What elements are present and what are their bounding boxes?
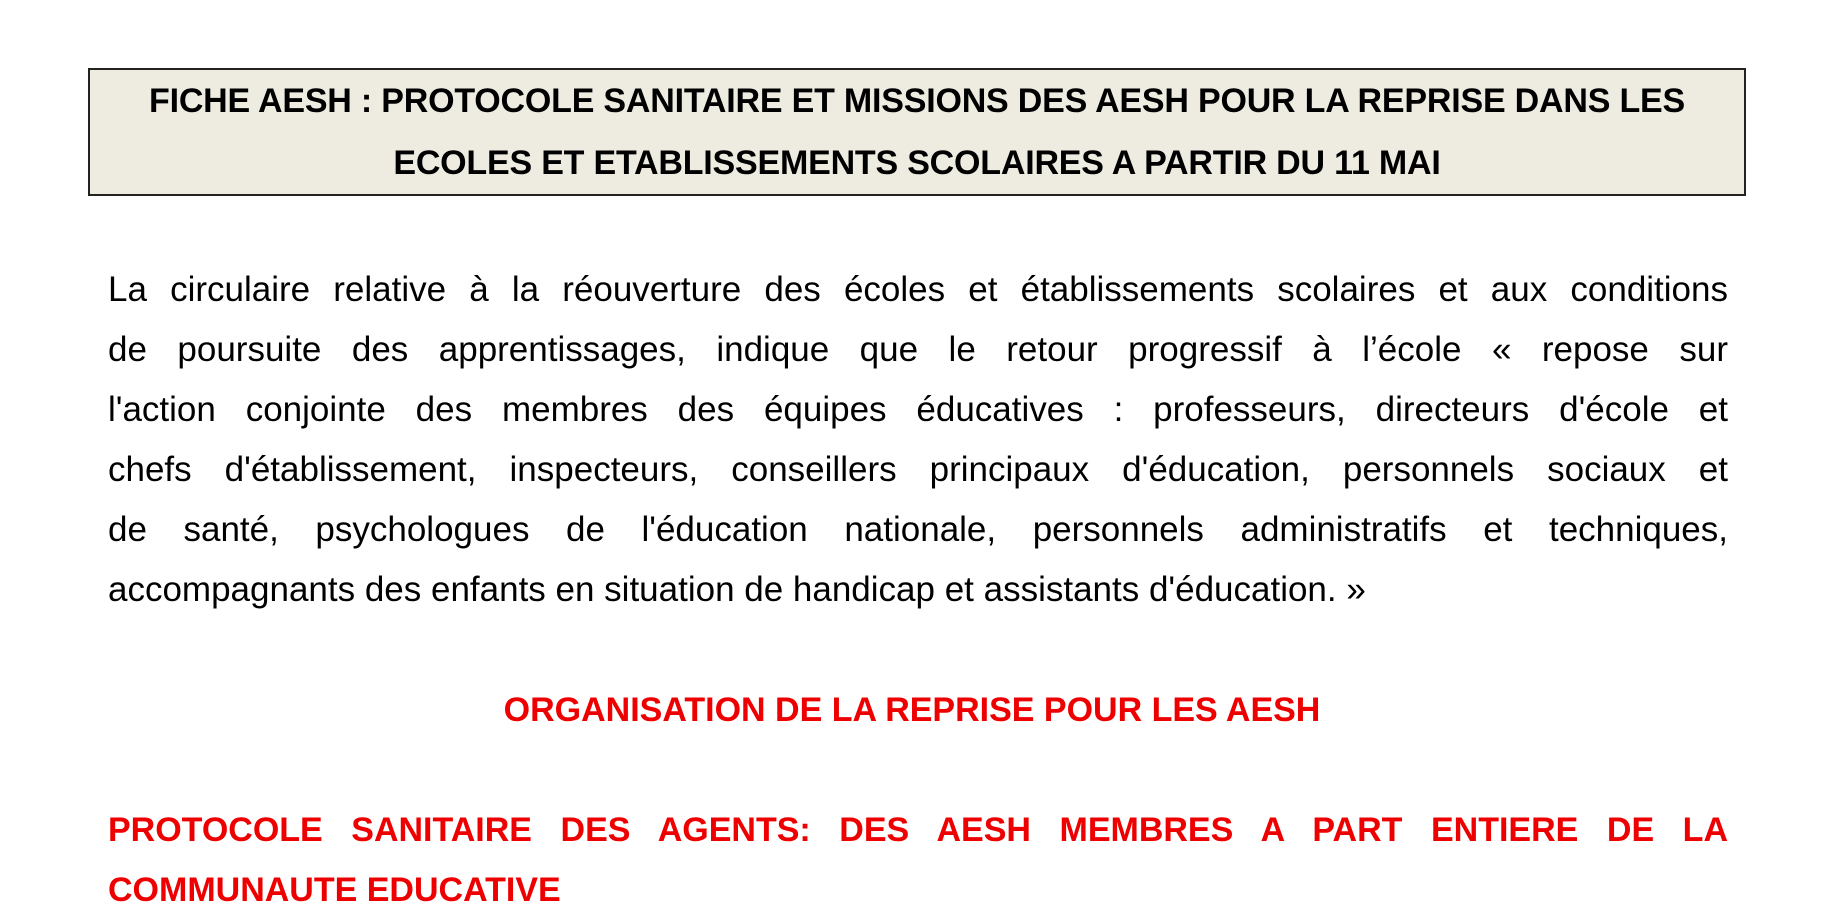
sub-heading-line-1: PROTOCOLE SANITAIRE DES AGENTS: DES AESH MEMBRES A PART ENTIERE DE LA — [108, 811, 1728, 849]
intro-line-2: de poursuite des apprentissages, indique que le retour progressif à l’école « repose sur — [108, 330, 1728, 369]
section-heading: ORGANISATION DE LA REPRISE POUR LES AESH — [503, 691, 1321, 729]
title-line-1: FICHE AESH : PROTOCOLE SANITAIRE ET MISSIONS DES AESH POUR LA REPRISE DANS LES — [149, 82, 1685, 120]
intro-line-6: accompagnants des enfants en situation de handicap et assistants d'éducation. » — [108, 570, 1366, 609]
title-box — [88, 68, 1746, 196]
sub-heading-line-2: COMMUNAUTE EDUCATIVE — [108, 871, 561, 909]
intro-line-3: l'action conjointe des membres des équipes éducatives : professeurs, directeurs d'école et — [108, 390, 1728, 429]
intro-line-5: de santé, psychologues de l'éducation nationale, personnels administratifs et techniques, — [108, 510, 1728, 549]
intro-line-1: La circulaire relative à la réouverture des écoles et établissements scolaires et aux conditions — [108, 270, 1728, 309]
intro-line-4: chefs d'établissement, inspecteurs, conseillers principaux d'éducation, personnels sociaux et — [108, 450, 1728, 489]
intro-paragraph — [108, 260, 1728, 620]
title-line-2: ECOLES ET ETABLISSEMENTS SCOLAIRES A PARTIR DU 11 MAI — [393, 144, 1441, 182]
sub-heading — [108, 800, 1728, 920]
